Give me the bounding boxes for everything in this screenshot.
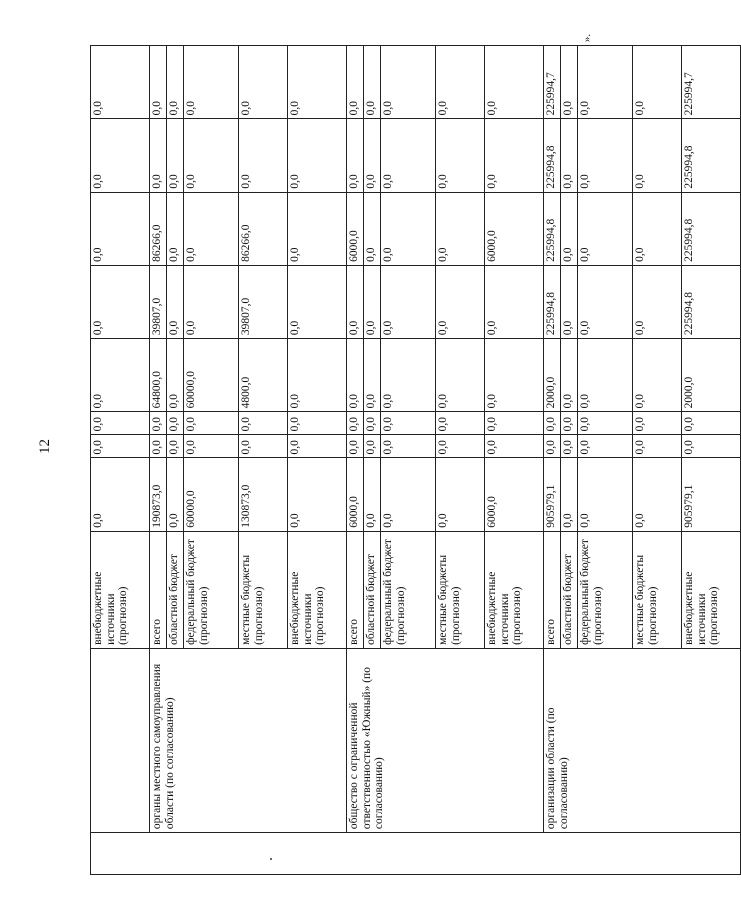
value-cell: 0,0 bbox=[364, 435, 381, 458]
value-cell: 0,0 bbox=[381, 192, 436, 265]
value-cell: 0,0 bbox=[381, 119, 436, 192]
value-cell: 0,0 bbox=[184, 435, 239, 458]
value-cell: 0,0 bbox=[633, 192, 682, 265]
value-cell: 0,0 bbox=[561, 265, 578, 338]
value-cell: 0,0 bbox=[239, 412, 288, 435]
value-cell: 0,0 bbox=[381, 46, 436, 119]
value-cell: 0,0 bbox=[381, 265, 436, 338]
value-cell: 0,0 bbox=[364, 458, 381, 531]
value-cell: 0,0 bbox=[561, 412, 578, 435]
value-cell: 6000,0 bbox=[485, 458, 544, 531]
source-cell: областной бюджет bbox=[364, 531, 381, 648]
value-cell: 0,0 bbox=[561, 46, 578, 119]
value-cell: 0,0 bbox=[633, 339, 682, 412]
source-cell: федеральный бюджет (прогнозно) bbox=[381, 531, 436, 648]
executor-cell: организации области (по согласованию) bbox=[544, 648, 741, 832]
value-cell: 225994,8 bbox=[682, 265, 741, 338]
value-cell: 2000,0 bbox=[544, 339, 561, 412]
value-cell: 64800,0 bbox=[150, 339, 167, 412]
value-cell: 0,0 bbox=[167, 412, 184, 435]
value-cell: 0,0 bbox=[381, 458, 436, 531]
rotated-table-wrapper bbox=[90, 45, 721, 875]
value-cell: 0,0 bbox=[633, 119, 682, 192]
value-cell: 0,0 bbox=[239, 46, 288, 119]
source-cell: всего bbox=[347, 531, 364, 648]
value-cell: 0,0 bbox=[578, 458, 633, 531]
value-cell: 0,0 bbox=[544, 435, 561, 458]
value-cell: 225994,8 bbox=[544, 192, 561, 265]
value-cell: 0,0 bbox=[633, 46, 682, 119]
source-cell: местные бюджеты (прогнозно) bbox=[633, 531, 682, 648]
value-cell: 0,0 bbox=[436, 119, 485, 192]
value-cell: 0,0 bbox=[184, 119, 239, 192]
value-cell: 225994,8 bbox=[682, 192, 741, 265]
scan-speck bbox=[270, 858, 272, 860]
value-cell: 0,0 bbox=[288, 435, 347, 458]
page-number: 12 bbox=[37, 439, 53, 454]
funding-table bbox=[90, 45, 741, 875]
value-cell: 0,0 bbox=[167, 192, 184, 265]
value-cell: 0,0 bbox=[561, 339, 578, 412]
value-cell: 0,0 bbox=[364, 412, 381, 435]
value-cell: 225994,8 bbox=[544, 265, 561, 338]
value-cell: 39807,0 bbox=[239, 265, 288, 338]
value-cell: 0,0 bbox=[184, 192, 239, 265]
executor-cell: органы местного самоуправления области (по согласованию) bbox=[150, 648, 347, 832]
closing-quote-mark: ». bbox=[581, 33, 594, 43]
value-cell: 0,0 bbox=[485, 412, 544, 435]
value-cell: 0,0 bbox=[436, 46, 485, 119]
value-cell: 0,0 bbox=[381, 412, 436, 435]
value-cell: 39807,0 bbox=[150, 265, 167, 338]
value-cell: 0,0 bbox=[633, 412, 682, 435]
value-cell: 0,0 bbox=[436, 265, 485, 338]
value-cell: 0,0 bbox=[364, 46, 381, 119]
value-cell: 0,0 bbox=[578, 412, 633, 435]
source-cell: областной бюджет bbox=[561, 531, 578, 648]
value-cell: 0,0 bbox=[150, 46, 167, 119]
value-cell: 6000,0 bbox=[485, 192, 544, 265]
value-cell: 0,0 bbox=[347, 46, 364, 119]
value-cell: 6000,0 bbox=[347, 458, 364, 531]
value-cell: 0,0 bbox=[347, 412, 364, 435]
value-cell: 0,0 bbox=[150, 119, 167, 192]
value-cell: 0,0 bbox=[91, 192, 150, 265]
table-row bbox=[347, 46, 364, 875]
table-stage bbox=[90, 45, 721, 875]
executor-cell: общество с ограниченной ответственностью «Южный» (по согласованию) bbox=[347, 648, 544, 832]
value-cell: 0,0 bbox=[364, 265, 381, 338]
value-cell: 0,0 bbox=[288, 119, 347, 192]
source-cell: федеральный бюджет (прогнозно) bbox=[184, 531, 239, 648]
value-cell: 0,0 bbox=[485, 46, 544, 119]
value-cell: 0,0 bbox=[91, 265, 150, 338]
value-cell: 0,0 bbox=[578, 192, 633, 265]
value-cell: 0,0 bbox=[381, 435, 436, 458]
source-cell: внебюджетные источники (прогнозно) bbox=[91, 531, 150, 648]
value-cell: 0,0 bbox=[633, 458, 682, 531]
source-cell: федеральный бюджет (прогнозно) bbox=[578, 531, 633, 648]
value-cell: 0,0 bbox=[364, 192, 381, 265]
value-cell: 0,0 bbox=[347, 435, 364, 458]
source-cell: местные бюджеты (прогнозно) bbox=[239, 531, 288, 648]
value-cell: 0,0 bbox=[91, 119, 150, 192]
value-cell: 0,0 bbox=[167, 265, 184, 338]
value-cell: 0,0 bbox=[91, 435, 150, 458]
value-cell: 0,0 bbox=[288, 46, 347, 119]
value-cell: 0,0 bbox=[578, 435, 633, 458]
value-cell: 0,0 bbox=[167, 435, 184, 458]
value-cell: 0,0 bbox=[485, 119, 544, 192]
source-cell: внебюджетные источники (прогнозно) bbox=[682, 531, 741, 648]
value-cell: 0,0 bbox=[239, 119, 288, 192]
value-cell: 0,0 bbox=[633, 435, 682, 458]
source-cell: областной бюджет bbox=[167, 531, 184, 648]
value-cell: 0,0 bbox=[364, 339, 381, 412]
value-cell: 0,0 bbox=[578, 265, 633, 338]
source-cell: всего bbox=[150, 531, 167, 648]
value-cell: 0,0 bbox=[364, 119, 381, 192]
value-cell: 0,0 bbox=[167, 119, 184, 192]
value-cell: 0,0 bbox=[578, 46, 633, 119]
value-cell: 0,0 bbox=[436, 192, 485, 265]
value-cell: 86266,0 bbox=[150, 192, 167, 265]
value-cell: 2000,0 bbox=[682, 339, 741, 412]
table-row bbox=[91, 46, 150, 875]
value-cell: 0,0 bbox=[167, 458, 184, 531]
value-cell: 0,0 bbox=[288, 265, 347, 338]
value-cell: 0,0 bbox=[578, 339, 633, 412]
value-cell: 0,0 bbox=[239, 435, 288, 458]
value-cell: 0,0 bbox=[561, 119, 578, 192]
value-cell: 0,0 bbox=[485, 435, 544, 458]
value-cell: 0,0 bbox=[682, 435, 741, 458]
value-cell: 0,0 bbox=[288, 192, 347, 265]
value-cell: 0,0 bbox=[578, 119, 633, 192]
value-cell: 0,0 bbox=[436, 412, 485, 435]
value-cell: 0,0 bbox=[544, 412, 561, 435]
value-cell: 0,0 bbox=[436, 339, 485, 412]
value-cell: 0,0 bbox=[436, 435, 485, 458]
value-cell: 225994,7 bbox=[682, 46, 741, 119]
value-cell: 0,0 bbox=[561, 458, 578, 531]
value-cell: 0,0 bbox=[91, 458, 150, 531]
value-cell: 0,0 bbox=[347, 339, 364, 412]
value-cell: 6000,0 bbox=[347, 192, 364, 265]
value-cell: 4800,0 bbox=[239, 339, 288, 412]
value-cell: 0,0 bbox=[485, 265, 544, 338]
value-cell: 0,0 bbox=[91, 412, 150, 435]
value-cell: 60000,0 bbox=[184, 458, 239, 531]
table-row bbox=[544, 46, 561, 875]
value-cell: 0,0 bbox=[167, 46, 184, 119]
source-cell: внебюджетные источники (прогнозно) bbox=[288, 531, 347, 648]
value-cell: 225994,8 bbox=[544, 119, 561, 192]
executor-cell bbox=[91, 648, 150, 832]
value-cell: 0,0 bbox=[633, 265, 682, 338]
source-cell: местные бюджеты (прогнозно) bbox=[436, 531, 485, 648]
col-empty bbox=[91, 833, 741, 875]
value-cell: 0,0 bbox=[288, 458, 347, 531]
value-cell: 60000,0 bbox=[184, 339, 239, 412]
value-cell: 0,0 bbox=[184, 412, 239, 435]
value-cell: 0,0 bbox=[91, 46, 150, 119]
source-cell: всего bbox=[544, 531, 561, 648]
value-cell: 0,0 bbox=[184, 46, 239, 119]
value-cell: 0,0 bbox=[347, 265, 364, 338]
value-cell: 0,0 bbox=[561, 435, 578, 458]
value-cell: 0,0 bbox=[91, 339, 150, 412]
value-cell: 0,0 bbox=[561, 192, 578, 265]
value-cell: 190873,0 bbox=[150, 458, 167, 531]
value-cell: 0,0 bbox=[347, 119, 364, 192]
value-cell: 0,0 bbox=[150, 435, 167, 458]
value-cell: 225994,8 bbox=[682, 119, 741, 192]
value-cell: 0,0 bbox=[381, 339, 436, 412]
value-cell: 0,0 bbox=[436, 458, 485, 531]
value-cell: 905979,1 bbox=[544, 458, 561, 531]
value-cell: 0,0 bbox=[150, 412, 167, 435]
value-cell: 86266,0 bbox=[239, 192, 288, 265]
value-cell: 0,0 bbox=[485, 339, 544, 412]
value-cell: 0,0 bbox=[288, 339, 347, 412]
value-cell: 130873,0 bbox=[239, 458, 288, 531]
source-cell: внебюджетные источники (прогнозно) bbox=[485, 531, 544, 648]
value-cell: 905979,1 bbox=[682, 458, 741, 531]
value-cell: 0,0 bbox=[167, 339, 184, 412]
value-cell: 0,0 bbox=[682, 412, 741, 435]
table-row bbox=[150, 46, 167, 875]
value-cell: 0,0 bbox=[184, 265, 239, 338]
value-cell: 0,0 bbox=[288, 412, 347, 435]
value-cell: 225994,7 bbox=[544, 46, 561, 119]
